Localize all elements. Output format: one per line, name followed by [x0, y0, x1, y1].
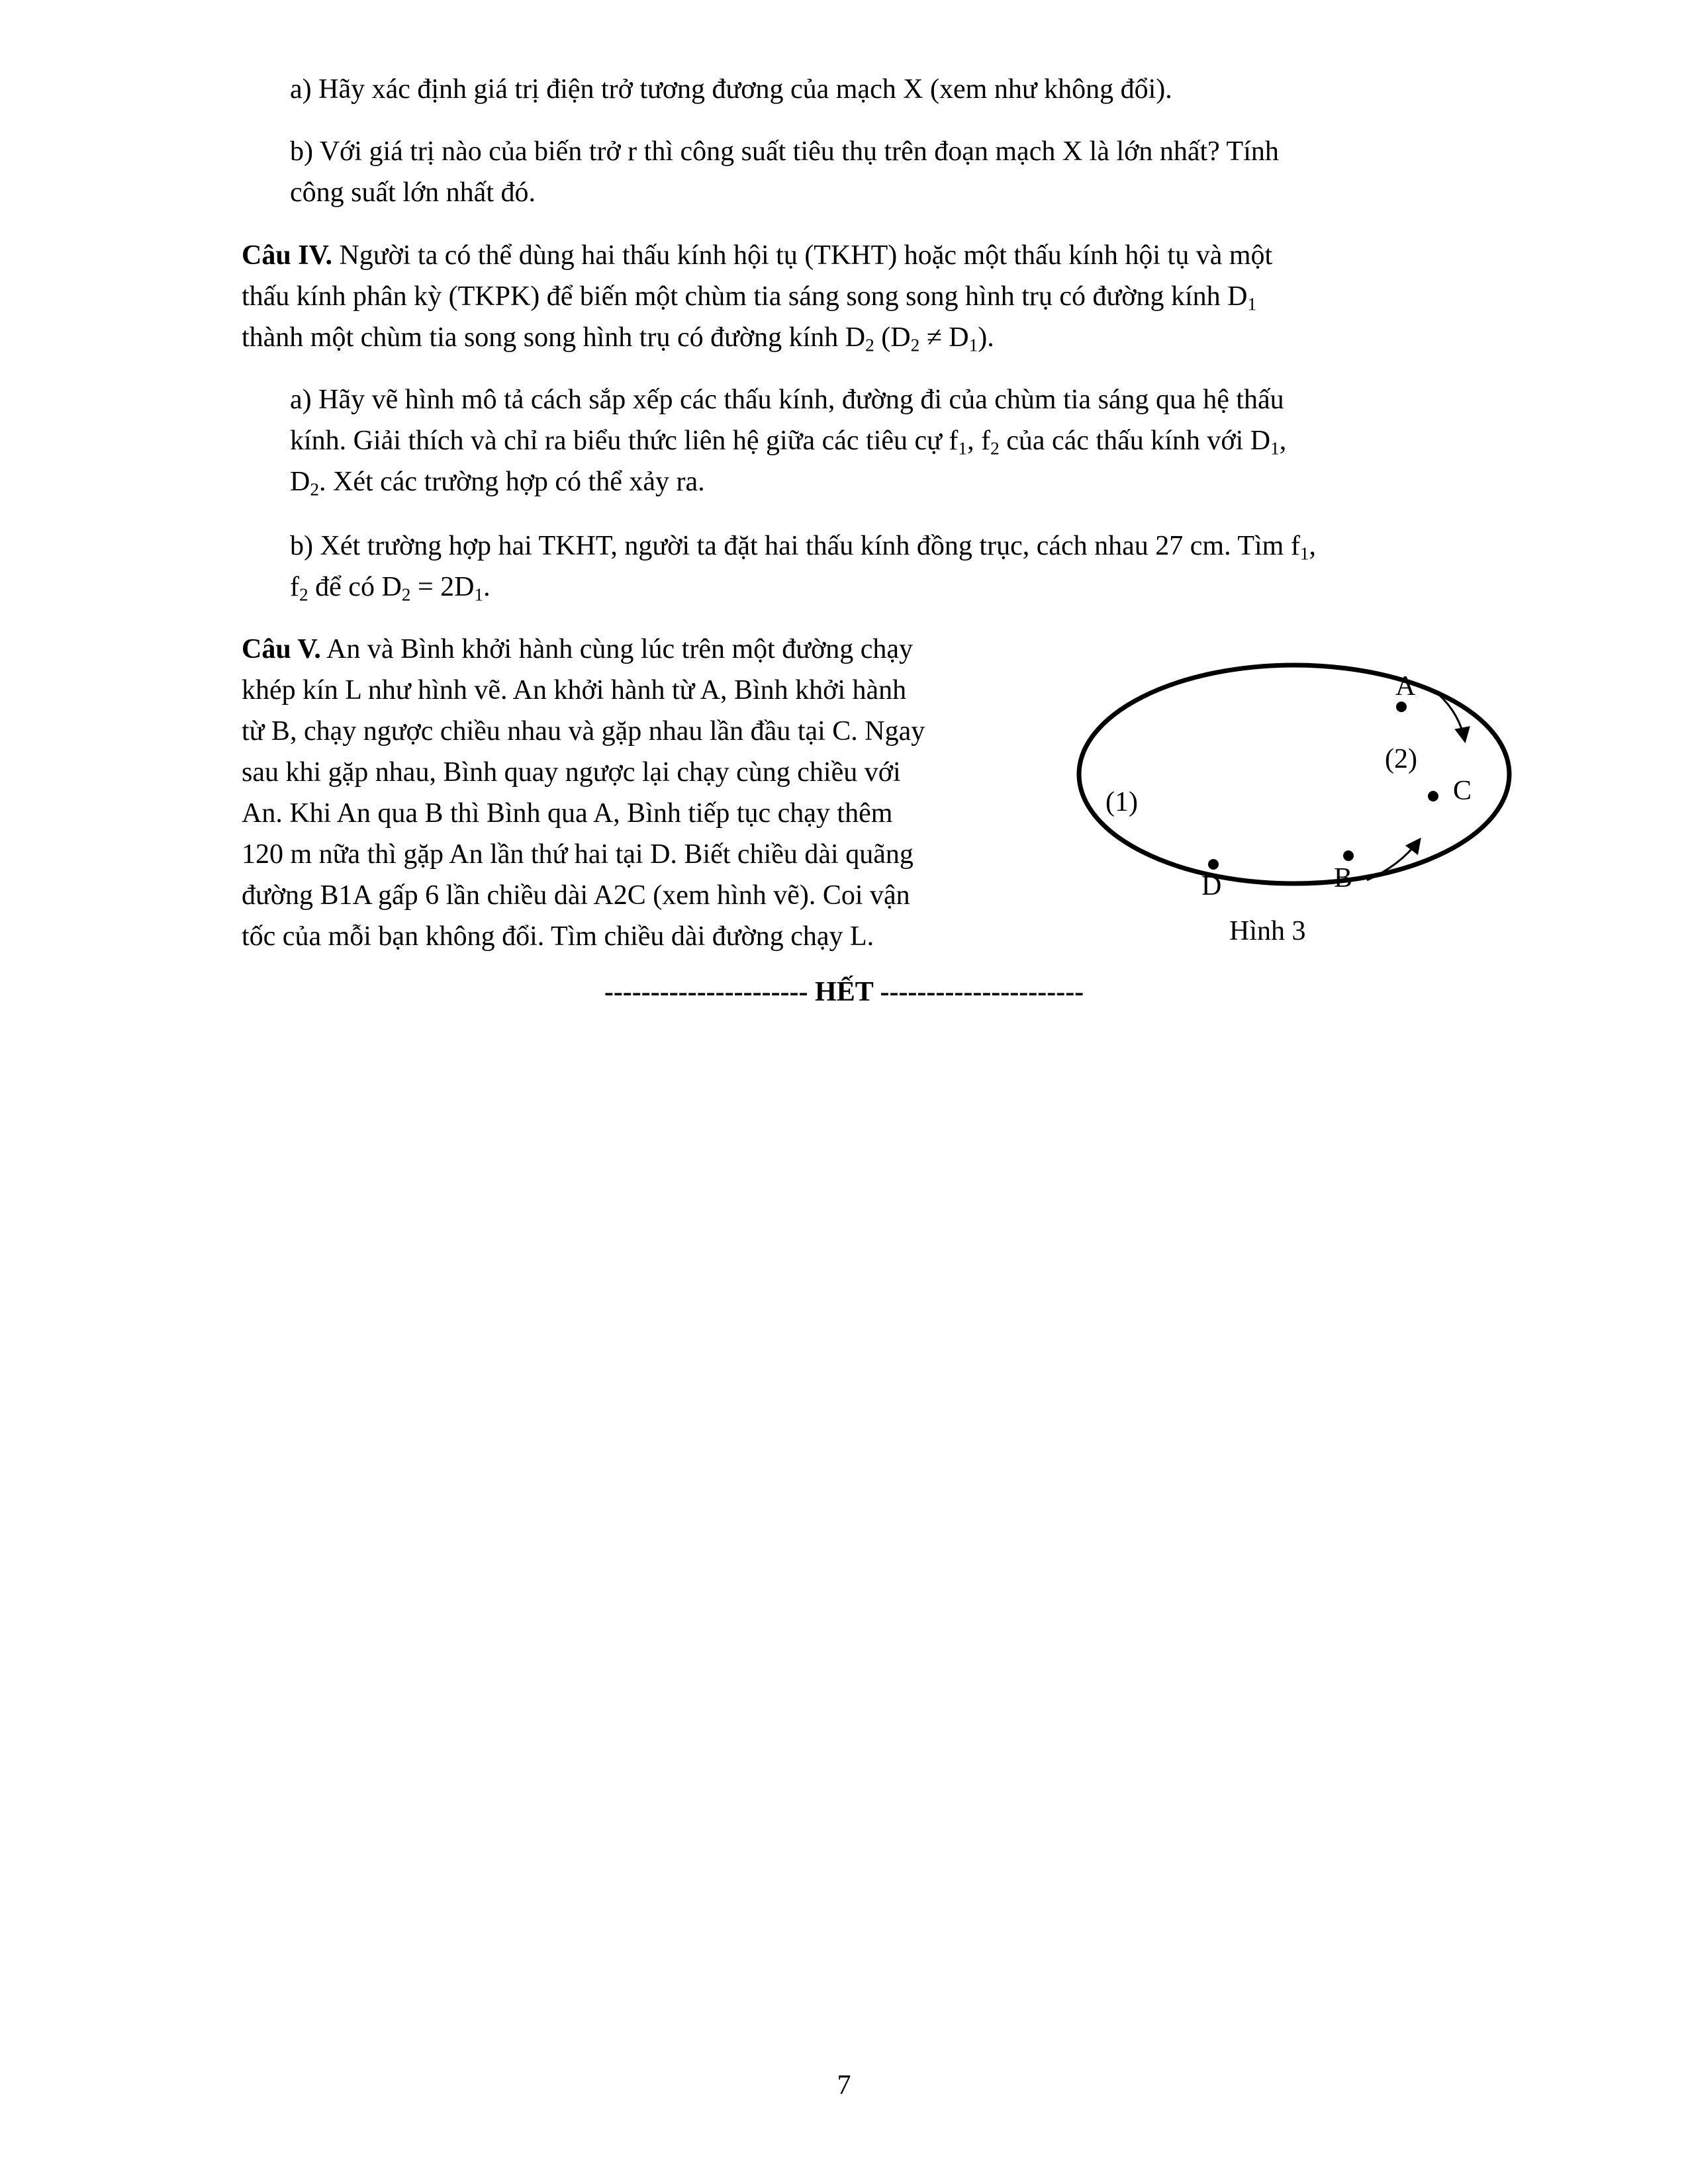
label-d: D [1201, 871, 1222, 901]
label-b: B [1334, 863, 1353, 893]
q5-text: Câu V. An và Bình khởi hành cùng lúc trên một đường chạy khép kín L như hình vẽ. An khởi hành từ A, Bình khởi hành từ B, chạy ngược chiều nhau và gặp nhau lần đầu tại C. Ngay sau khi gặp nhau, Bình quay ngược lại chạy cùng chiều với An. Khi An qua B thì Bình qua A, Bình tiếp tục chạy thêm 120 m nữa thì gặp An lần thứ hai tại D. Biết chiều dài quãng đường B1A gấp 6 lần chiều dài A2C (xem hình vẽ). Coi vận tốc của mỗi bạn không đổi. Tìm chiều dài đường chạy L. [242, 634, 925, 952]
figure-caption: Hình 3 [1229, 916, 1306, 946]
point-b-dot [1343, 850, 1354, 861]
q4-part-a: a) Hãy vẽ hình mô tả cách sắp xếp các thấu kính, đường đi của chùm tia sáng qua hệ thấu kính. Giải thích và chỉ ra biểu thức liên hệ giữa các tiêu cự $f_1$, $f_2$ của các thấu kính với $D_1$, $D_2$. Xét các trường hợp có thể xảy ra. [290, 385, 1287, 500]
point-d-dot [1208, 859, 1219, 870]
point-a-dot [1396, 702, 1407, 712]
label-arc-2: (2) [1385, 744, 1417, 774]
running-track-figure [1059, 649, 1523, 960]
point-c-dot [1428, 791, 1438, 801]
q4-intro: Câu IV. Người ta có thể dùng hai thấu kính hội tụ (TKHT) hoặc một thấu kính hội tụ và một thấu kính phân kỳ (TKPK) để biến một chùm tia sáng song song hình trụ có đường kính $D_1$ thành một chùm tia song song hình trụ có đường kính $D_2$ $(D_2 \ne D_1)$. [242, 240, 1273, 355]
q4-label: Câu IV. [242, 240, 332, 271]
label-c: C [1453, 776, 1472, 806]
page-number: 7 [837, 2070, 851, 2101]
q3-part-b: b) Với giá trị nào của biến trở r thì công suất tiêu thụ trên đoạn mạch X là lớn nhất? Tính công suất lớn nhất đó. [290, 136, 1279, 208]
label-arc-1: (1) [1105, 787, 1138, 817]
label-a: A [1395, 671, 1416, 702]
end-marker: ---------------------- HẾT ---------------------- [604, 977, 1084, 1007]
track-ellipse [1079, 665, 1509, 884]
q3-part-a: a) Hãy xác định giá trị điện trở tương đương của mạch X (xem như không đổi). [290, 74, 1172, 105]
q5-label: Câu V. [242, 634, 321, 664]
q4-part-b: b) Xét trường hợp hai TKHT, người ta đặt hai thấu kính đồng trục, cách nhau 27 cm. Tìm $f_1$, $f_2$ để có $D_2 = 2D_1$. [290, 531, 1316, 605]
